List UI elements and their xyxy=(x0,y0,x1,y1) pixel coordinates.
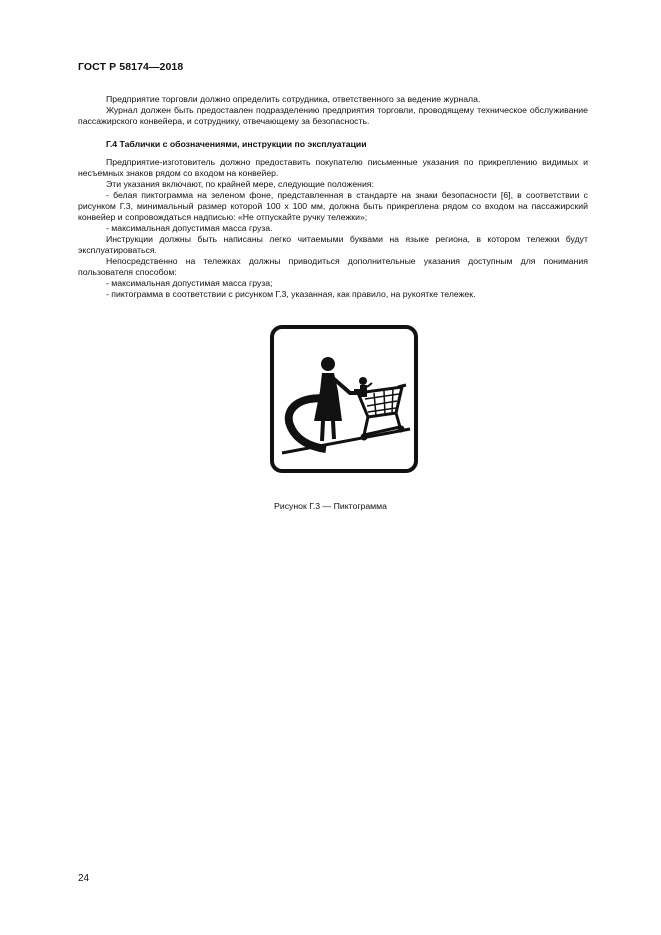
intro-paragraphs xyxy=(78,94,588,127)
pictogram-figure xyxy=(270,325,418,473)
paragraph: Предприятие торговли должно определить сотрудника, ответственного за ведение журнала. xyxy=(106,94,481,104)
list-item: - пиктограмма в соответствии с рисунком Г.3, указанная, как правило, на рукоятке тележек. xyxy=(106,289,476,299)
document-header: ГОСТ Р 58174—2018 xyxy=(78,61,184,73)
section-heading: Г.4 Таблички с обозначениями, инструкции по эксплуатации xyxy=(106,139,367,149)
page-number: 24 xyxy=(78,873,90,884)
paragraph: Предприятие-изготовитель должно предоставить покупателю письменные указания по прикреплению видимых и несъемных знаков рядом со входом на конвейер. xyxy=(78,157,588,178)
list-item: - максимальная допустимая масса груза; xyxy=(106,278,273,288)
section-body xyxy=(78,157,588,300)
list-item: - максимальная допустимая масса груза. xyxy=(106,223,273,233)
figure-caption: Рисунок Г.3 — Пиктограмма xyxy=(274,501,387,511)
paragraph: Инструкции должны быть написаны легко читаемыми буквами на языке региона, в котором тележки будут эксплуатироваться. xyxy=(78,234,588,255)
list-item: - белая пиктограмма на зеленом фоне, представленная в стандарте на знаки безопасности [6], в соответствии с рисунком Г.3, минимальный размер которой 100 х 100 мм, должна быть прикреплена рядом со входом на пассажирский конвейер и сопровождаться надписью: «Не отпускайте ручку тележки»; xyxy=(78,190,588,222)
paragraph: Непосредственно на тележках должны приводиться дополнительные указания доступным для понимания пользователя способом: xyxy=(78,256,588,277)
section-heading-container xyxy=(78,139,588,150)
shopping-cart-travelator-pictogram-icon xyxy=(270,325,418,473)
paragraph: Журнал должен быть предоставлен подразделению предприятия торговли, проводящему техническое обслуживание пассажирского конвейера, и сотруднику, отвечающему за безопасность. xyxy=(78,105,588,126)
paragraph: Эти указания включают, по крайней мере, следующие положения: xyxy=(106,179,374,189)
